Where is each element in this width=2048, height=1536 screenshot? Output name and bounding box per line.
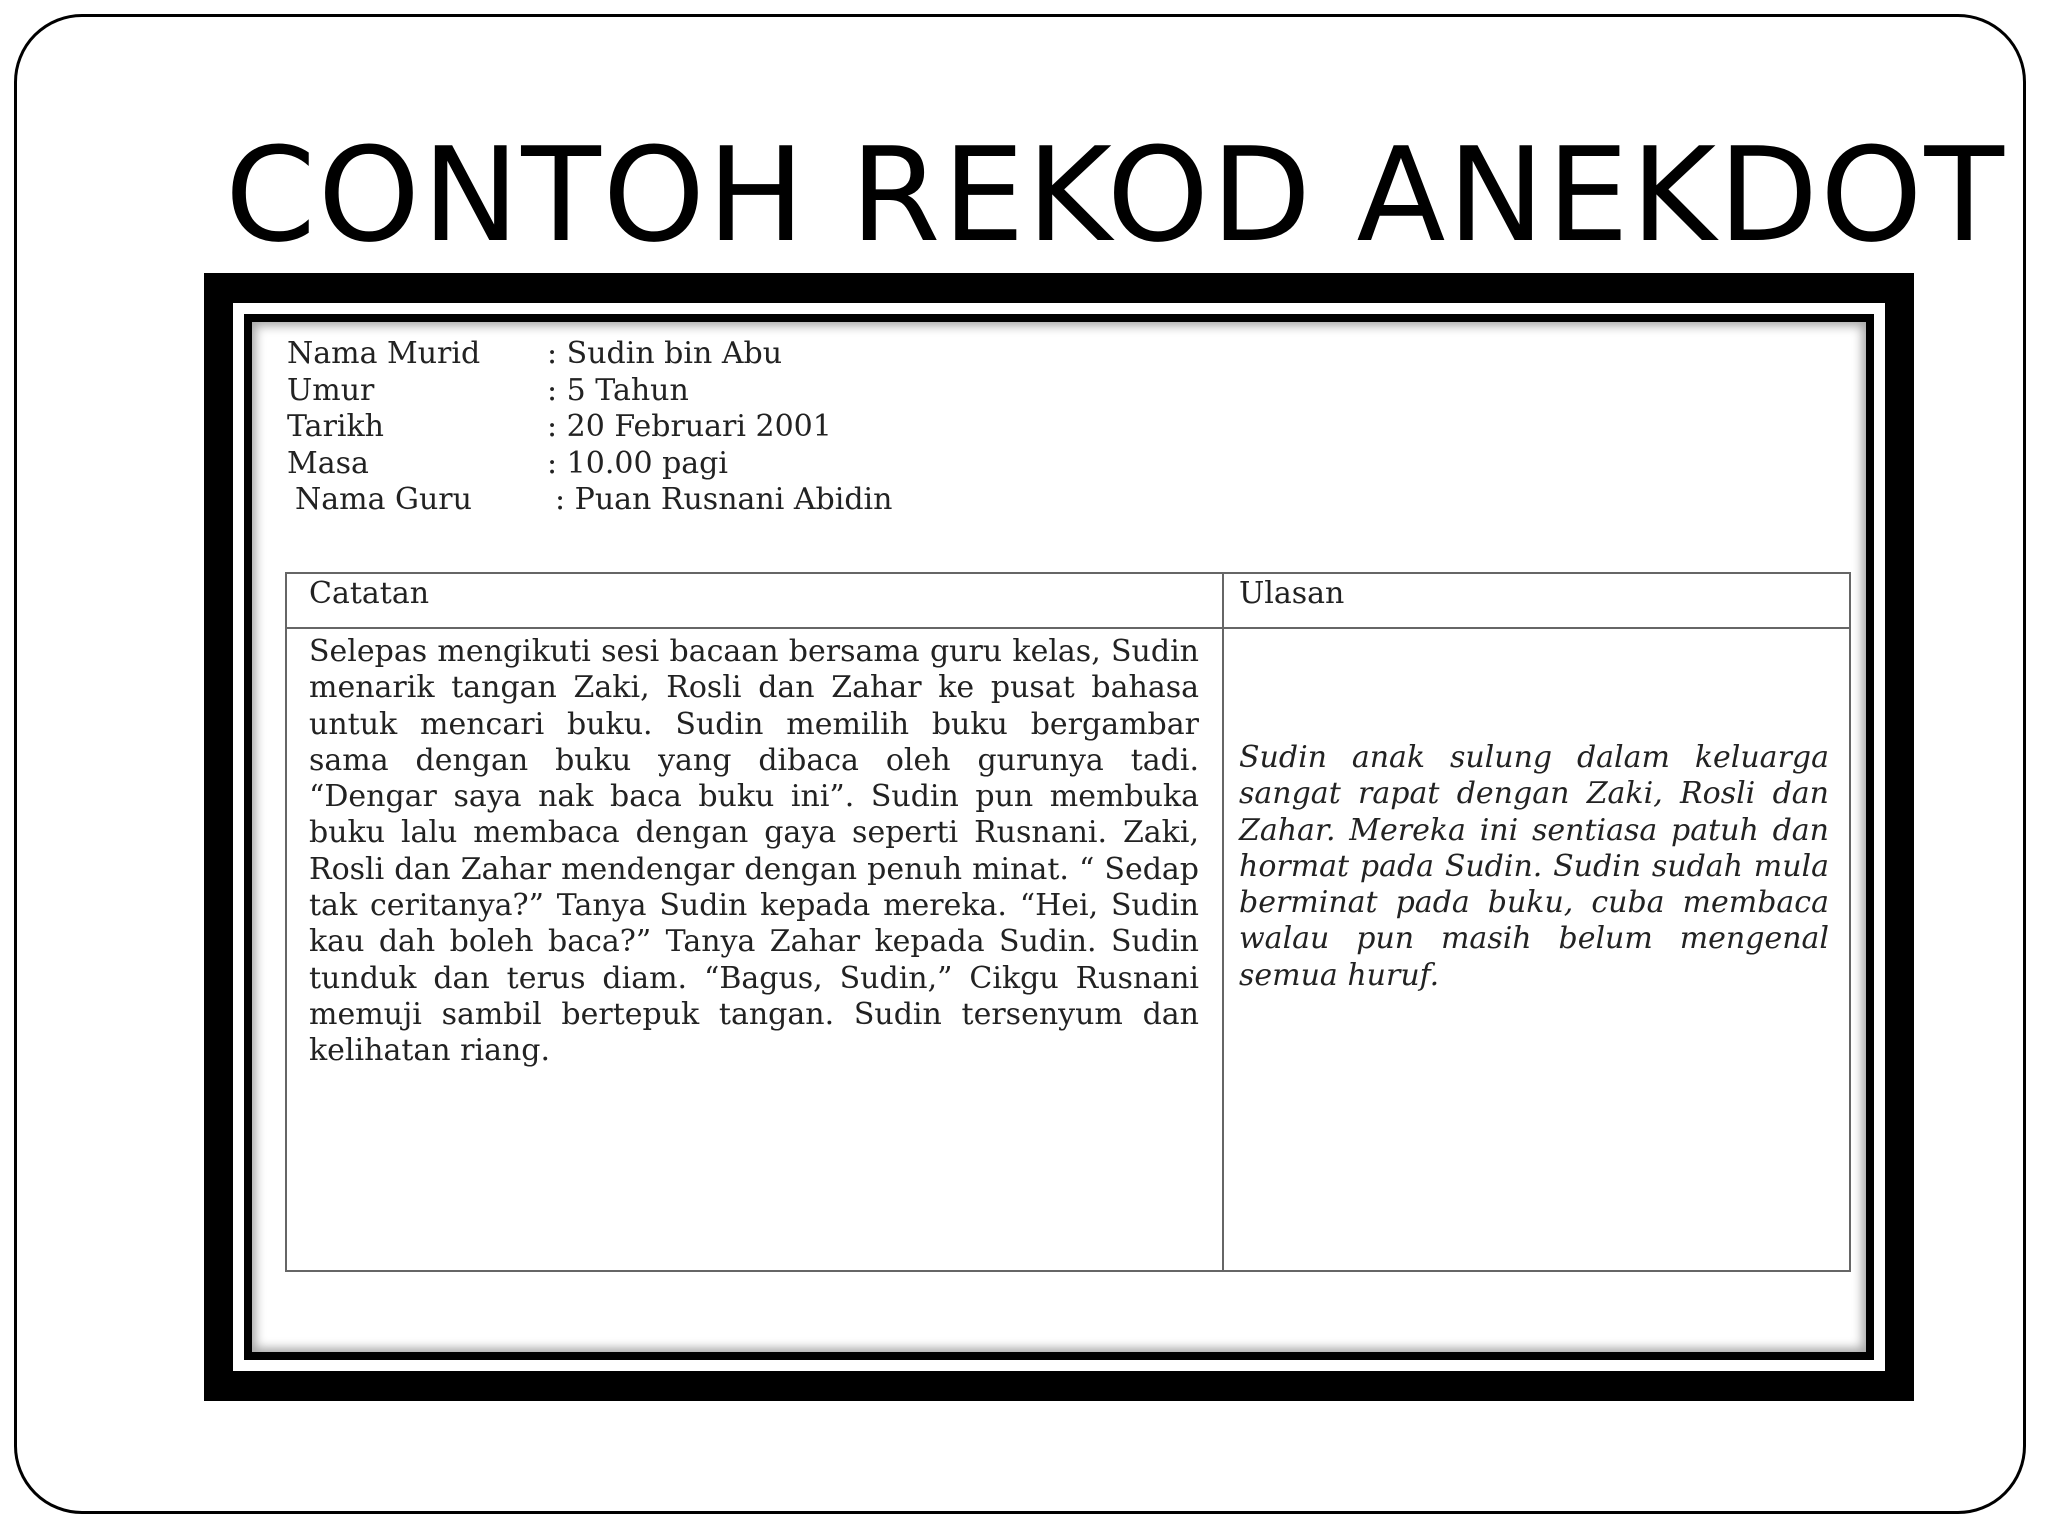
anecdote-record-image xyxy=(204,273,1914,1401)
column-divider xyxy=(1222,574,1224,1270)
frame-inner-border xyxy=(244,314,1874,1360)
info-label: Nama Murid xyxy=(287,336,481,371)
catatan-text: Selepas mengikuti sesi bacaan bersama guru kelas, Sudin menarik tangan Zaki, Rosli dan Zahar ke pusat bahasa untuk mencari buku. Sudin memilih buku bergambar sama dengan buku yang dibaca oleh gurunya tadi. “Dengar saya nak baca buku ini”. Sudin pun membuka buku lalu membaca dengan gaya seperti Rusnani. Zaki, Rosli dan Zahar mendengar dengan penuh minat. “ Sedap tak ceritanya?” Tanya Sudin kepada mereka. “Hei, Sudin kau dah boleh baca?” Tanya Zahar kepada Sudin. Sudin tunduk dan terus diam. “Bagus, Sudin,” Cikgu Rusnani memuji sambil bertepuk tangan. Sudin tersenyum dan kelihatan riang. xyxy=(309,634,1199,1069)
info-row-teacher-name xyxy=(295,482,892,519)
info-value: : 10.00 pagi xyxy=(547,445,728,481)
student-info xyxy=(287,336,892,519)
info-label: Nama Guru xyxy=(295,482,472,517)
info-row-time xyxy=(287,446,892,483)
slide-title: CONTOH REKOD ANEKDOT xyxy=(225,119,2006,271)
record-table xyxy=(285,572,1851,1272)
ulasan-text: Sudin anak sulung dalam keluarga sangat rapat dengan Zaki, Rosli dan Zahar. Mereka ini sentiasa patuh dan hormat pada Sudin. Sudin sudah mula berminat pada buku, cuba membaca walau pun masih belum mengenal semua huruf. xyxy=(1239,740,1829,993)
frame-white-band xyxy=(233,303,1885,1371)
header-catatan: Catatan xyxy=(309,576,430,611)
info-label: Masa xyxy=(287,445,369,481)
info-row-date xyxy=(287,409,892,446)
info-row-student-name xyxy=(287,336,892,373)
info-value: : 5 Tahun xyxy=(547,372,689,408)
info-value: : Puan Rusnani Abidin xyxy=(555,482,893,517)
header-divider xyxy=(287,627,1849,629)
anecdote-record-sheet xyxy=(252,322,1866,1352)
info-value: : Sudin bin Abu xyxy=(547,336,783,371)
info-row-age xyxy=(287,373,892,410)
info-value: : 20 Februari 2001 xyxy=(547,409,832,444)
header-ulasan: Ulasan xyxy=(1239,576,1345,611)
info-label: Umur xyxy=(287,372,375,408)
info-label: Tarikh xyxy=(287,409,385,444)
